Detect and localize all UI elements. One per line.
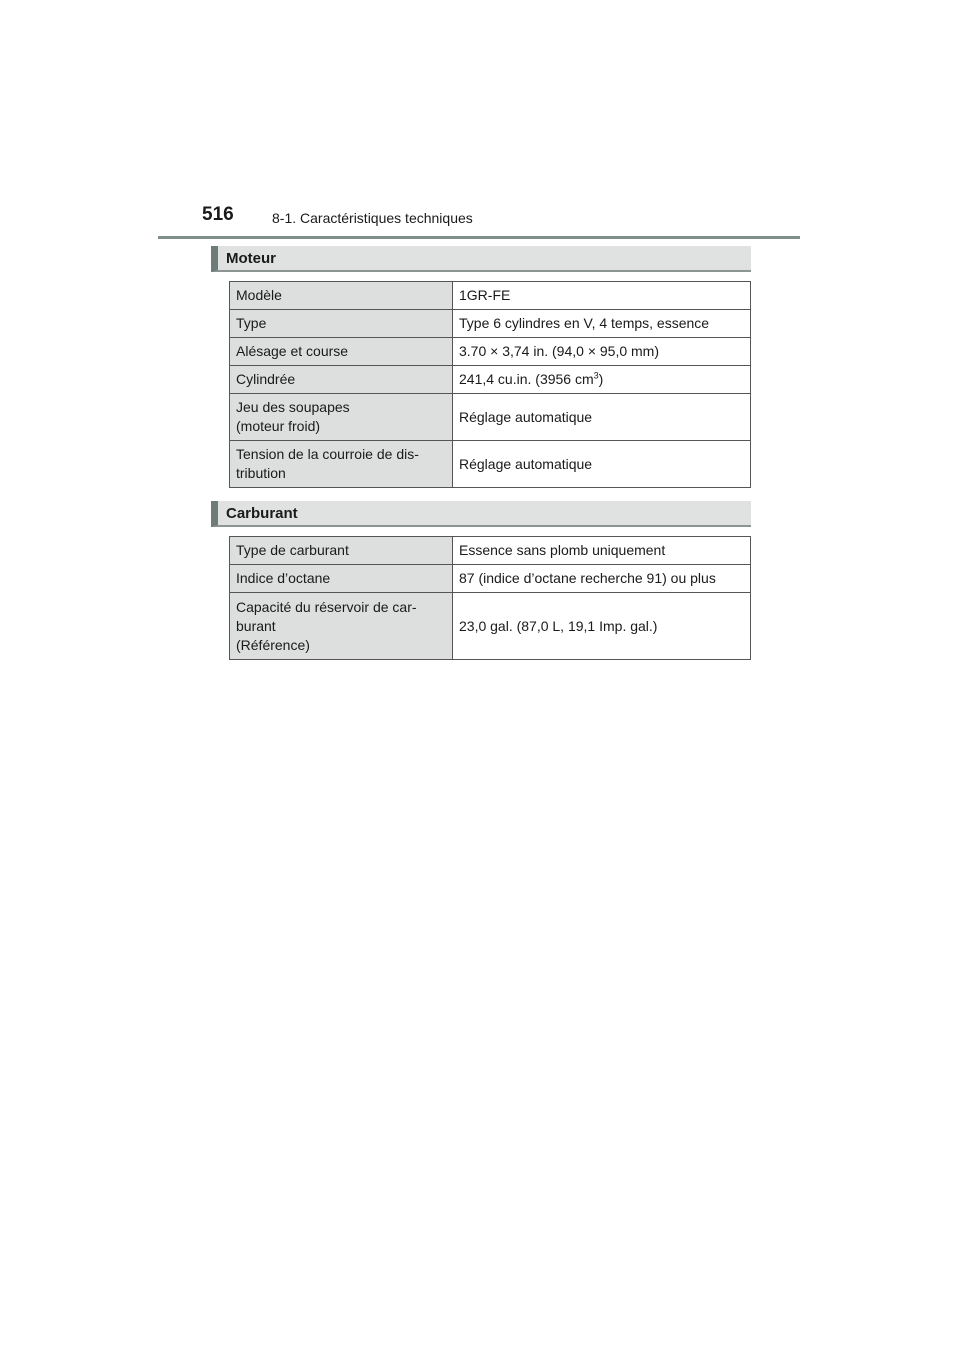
page-number: 516 (202, 204, 234, 225)
table-row (230, 593, 751, 660)
row-value: Essence sans plomb uniquement (453, 537, 751, 565)
table-row (230, 394, 751, 441)
table-row (230, 441, 751, 488)
section-header-carburant (211, 501, 751, 527)
value-superscript: 3 (593, 370, 599, 381)
moteur-spec-table (229, 281, 751, 488)
row-label (230, 441, 453, 488)
row-label: Modèle (230, 282, 453, 310)
table-row (230, 565, 751, 593)
row-value: Réglage automatique (453, 441, 751, 488)
row-value: 87 (indice d’octane recherche 91) ou plus (453, 565, 751, 593)
row-label: Cylindrée (230, 366, 453, 394)
table-row (230, 282, 751, 310)
row-label: Type de carburant (230, 537, 453, 565)
row-label: Indice d’octane (230, 565, 453, 593)
table-row (230, 366, 751, 394)
row-value: Type 6 cylindres en V, 4 temps, essence (453, 310, 751, 338)
label-line: (moteur froid) (236, 418, 321, 434)
value-text: 241,4 cu.in. (3956 cm (459, 371, 594, 387)
label-line: Tension de la courroie de dis- (236, 446, 419, 462)
section-title-moteur: Moteur (226, 250, 276, 267)
section-title-carburant: Carburant (226, 505, 298, 522)
label-line: Capacité du réservoir de car- (236, 598, 417, 615)
section-header-moteur (211, 246, 751, 272)
row-label: Alésage et course (230, 338, 453, 366)
row-label (230, 593, 453, 660)
table-row (230, 537, 751, 565)
carburant-spec-table (229, 536, 751, 660)
row-value: 23,0 gal. (87,0 L, 19,1 Imp. gal.) (453, 593, 751, 660)
row-value: Réglage automatique (453, 394, 751, 441)
label-line: tribution (236, 465, 286, 481)
page-header (158, 200, 800, 239)
label-line: (Référence) (236, 636, 310, 653)
row-value: 3.70 × 3,74 in. (94,0 × 95,0 mm) (453, 338, 751, 366)
value-text-end: ) (598, 371, 604, 387)
table-row (230, 338, 751, 366)
row-label: Type (230, 310, 453, 338)
row-label (230, 394, 453, 441)
row-value (453, 366, 751, 394)
label-line: burant (236, 617, 276, 634)
chapter-title: 8-1. Caractéristiques techniques (272, 210, 473, 226)
row-value: 1GR-FE (453, 282, 751, 310)
label-line: Jeu des soupapes (236, 399, 350, 415)
table-row (230, 310, 751, 338)
